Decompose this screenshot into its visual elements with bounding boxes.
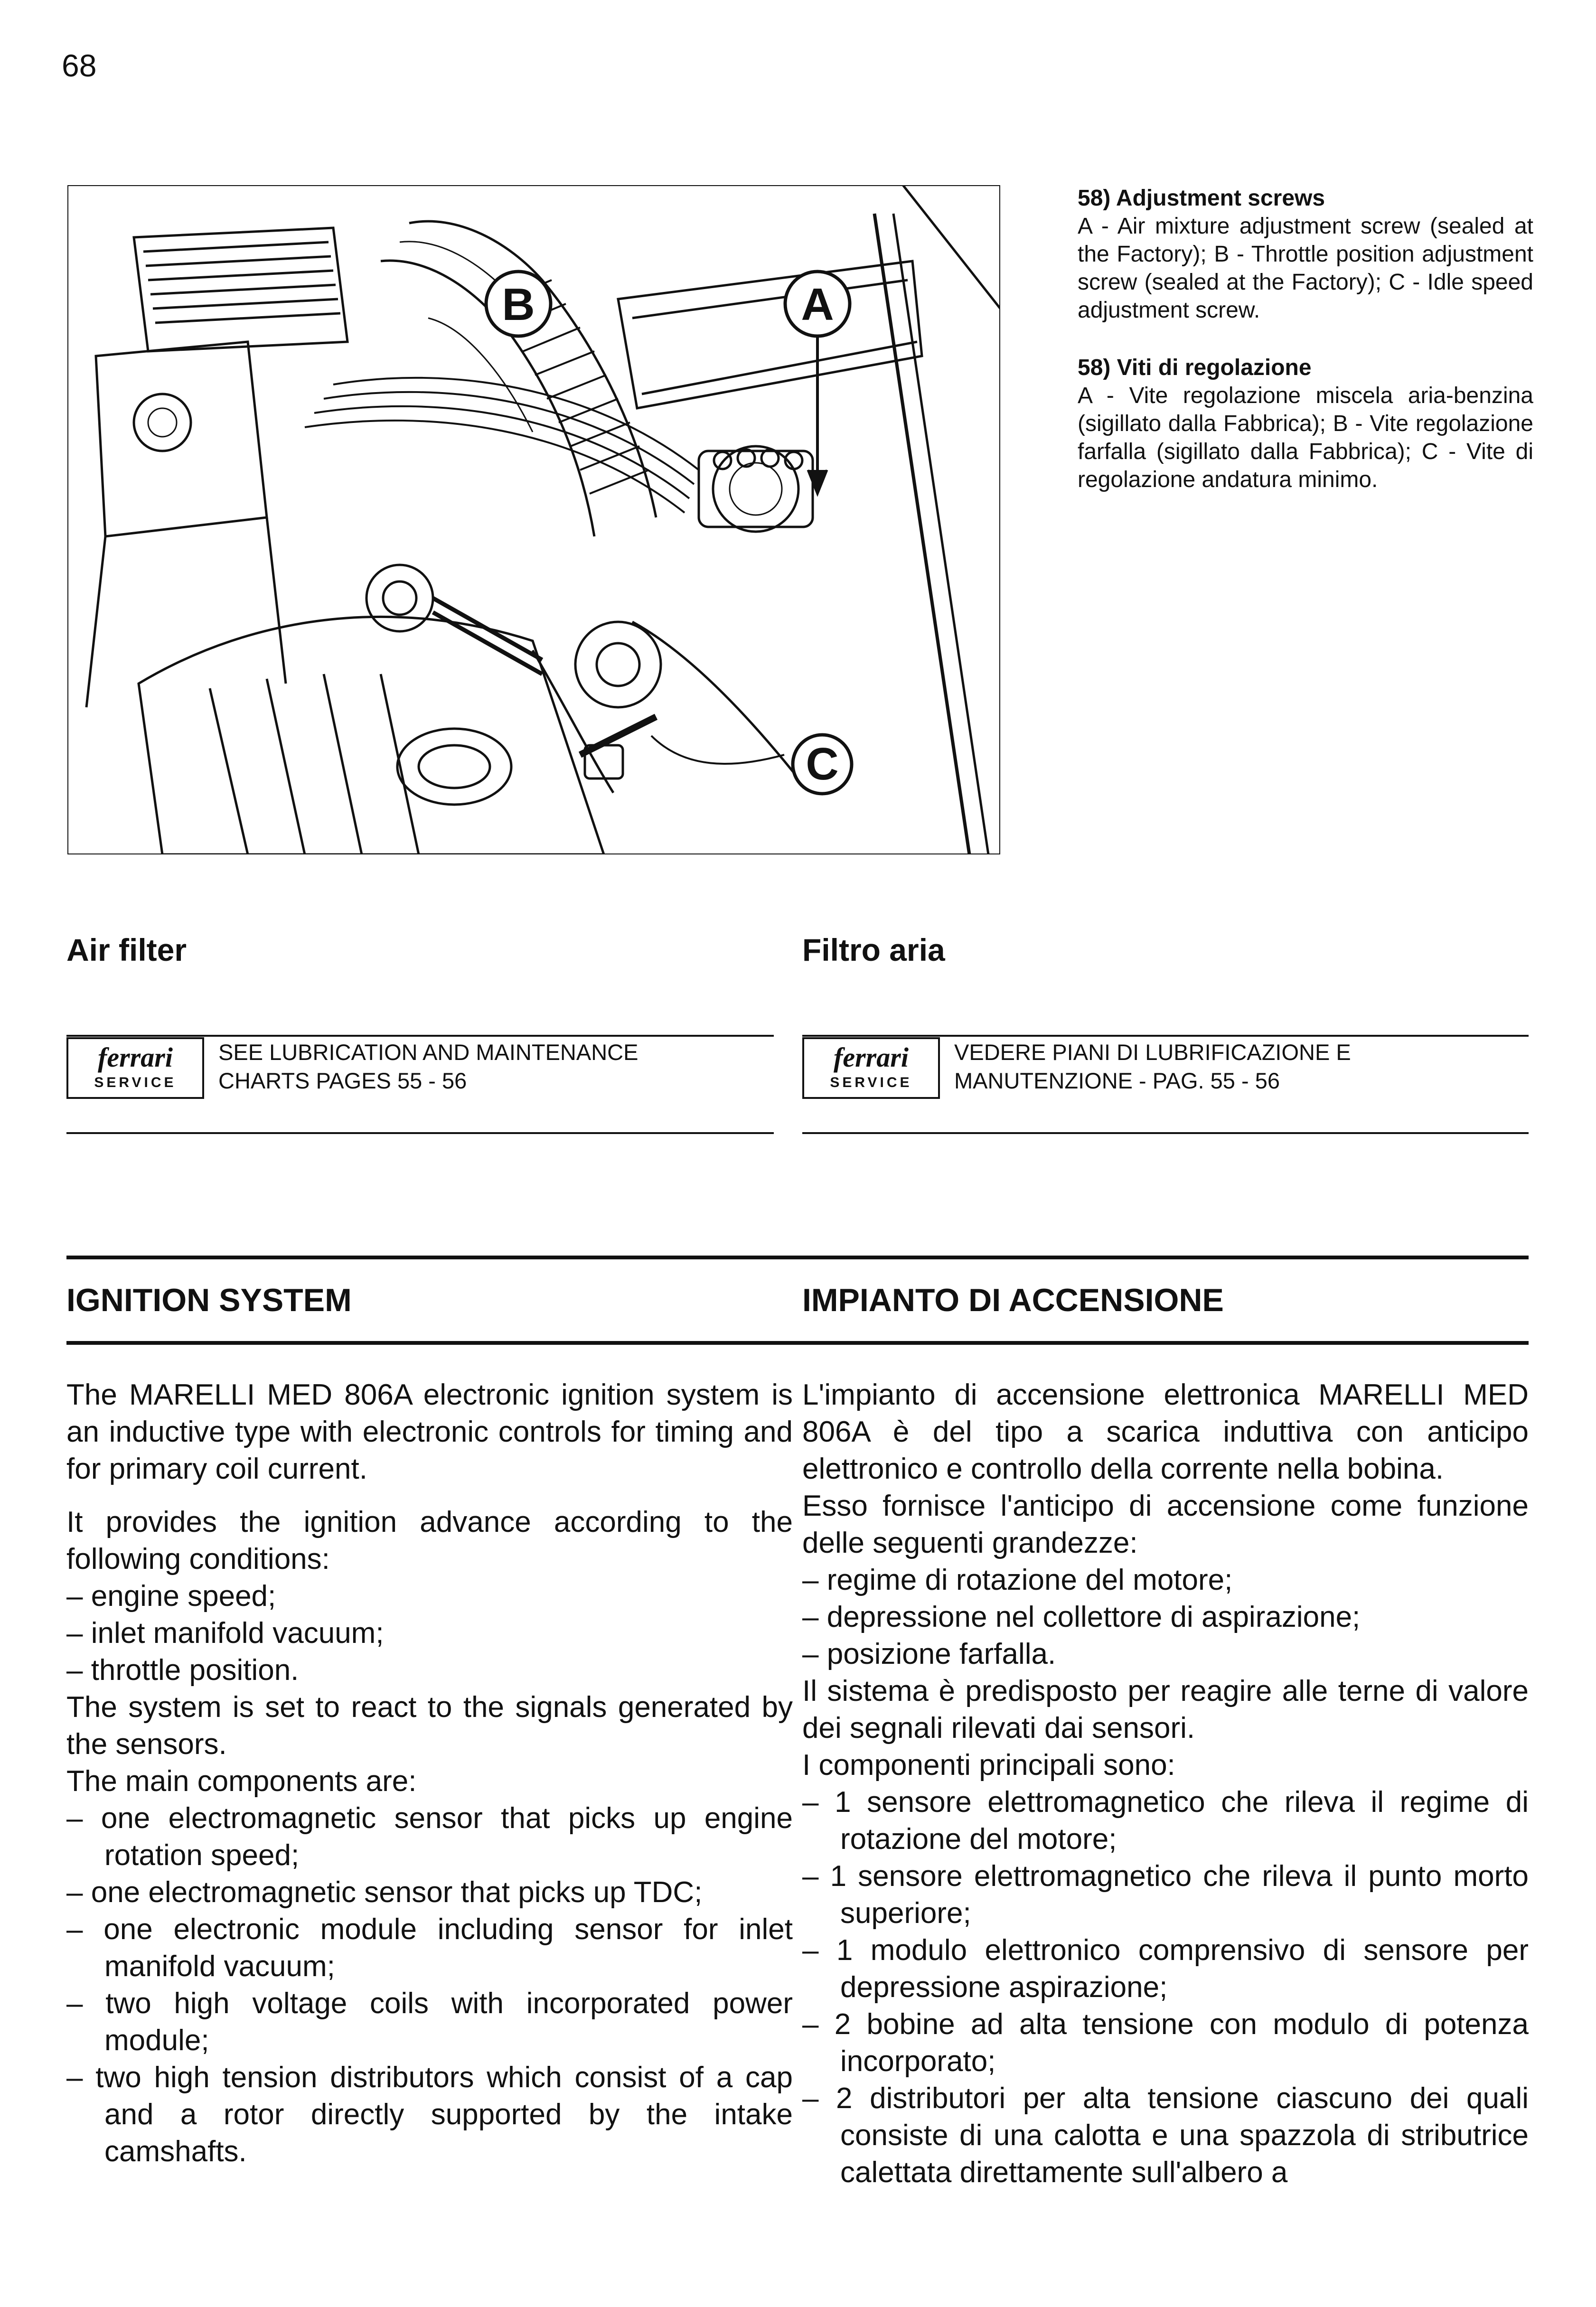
caption-english-title: 58) Adjustment screws: [1078, 186, 1325, 211]
paragraph: It provides the ignition advance according to the following conditions:: [66, 1506, 793, 1576]
list-item: – posizione farfalla.: [802, 1638, 1056, 1670]
list-item: – two high voltage coils with incorporated power module;: [66, 1987, 793, 2057]
divider: [802, 1035, 1529, 1037]
paragraph: The MARELLI MED 806A electronic ignition system is an inductive type with electronic controls for timing and for primary coil current.: [66, 1379, 793, 1485]
logo-service: SERVICE: [94, 1075, 177, 1090]
service-reference-text: [954, 1038, 1351, 1095]
paragraph: Esso fornisce l'anticipo di accensione come funzione delle seguenti grandezze:: [802, 1490, 1529, 1559]
air-filter-heading-en: Air filter: [66, 932, 187, 967]
list-item: – 1 sensore elettromagnetico che rileva il punto morto superiore;: [802, 1860, 1529, 1930]
section-divider-bottom: [66, 1341, 1529, 1345]
list-item: – engine speed;: [66, 1580, 276, 1613]
callout-label-b: B: [502, 279, 535, 330]
list-item: – two high tension distributors which consist of a cap and a rotor directly supported by the intake camshafts.: [66, 2061, 793, 2168]
service-reference-text: [218, 1038, 638, 1095]
air-filter-heading-it: Filtro aria: [802, 932, 945, 967]
section-divider-top: [66, 1256, 1529, 1259]
list-item: – 1 modulo elettronico comprensivo di sensore per depressione aspirazione;: [802, 1934, 1529, 2004]
callout-label-c: C: [806, 739, 839, 789]
page-number: 68: [62, 48, 97, 83]
ignition-heading-it: IMPIANTO DI ACCENSIONE: [802, 1282, 1224, 1318]
caption-italian-title: 58) Viti di regolazione: [1078, 355, 1312, 380]
service-reference-line: MANUTENZIONE - PAG. 55 - 56: [954, 1068, 1280, 1093]
list-item: – 1 sensore elettromagnetico che rileva il regime di rotazione del motore;: [802, 1786, 1529, 1856]
divider: [802, 1132, 1529, 1134]
logo-service: SERVICE: [830, 1075, 912, 1090]
caption-english-body: A - Air mixture adjustment screw (sealed at the Factory); B - Throttle position adjustment screw (sealed at the Factory); C - Idle speed adjustment screw.: [1078, 214, 1533, 323]
ignition-heading-en: IGNITION SYSTEM: [66, 1282, 352, 1318]
paragraph: The system is set to react to the signals generated by the sensors.: [66, 1691, 793, 1761]
caption-italian: [1078, 354, 1533, 494]
ignition-text-it: [802, 1377, 1529, 2191]
service-reference-line: CHARTS PAGES 55 - 56: [218, 1068, 467, 1093]
divider: [66, 1035, 774, 1037]
paragraph: I componenti principali sono:: [802, 1749, 1175, 1782]
service-reference-line: SEE LUBRICATION AND MAINTENANCE: [218, 1040, 638, 1065]
list-item: – depressione nel collettore di aspirazione;: [802, 1601, 1361, 1633]
paragraph: The main components are:: [66, 1765, 417, 1798]
engine-bay-illustration: [67, 185, 1000, 854]
list-item: – 2 distributori per alta tensione ciascuno dei quali consiste di una calotta e una spazzola di stributrice calettata direttamente sull'albero a: [802, 2082, 1529, 2189]
logo-brand: ferrari: [834, 1042, 909, 1073]
caption-english: [1078, 184, 1533, 324]
list-item: – one electronic module including sensor for inlet manifold vacuum;: [66, 1913, 793, 1983]
callout-label-a: A: [801, 279, 834, 330]
list-item: – one electromagnetic sensor that picks up engine rotation speed;: [66, 1802, 793, 1872]
logo-brand: ferrari: [98, 1042, 173, 1073]
list-item: – inlet manifold vacuum;: [66, 1617, 384, 1650]
ferrari-service-logo: [802, 1037, 940, 1099]
service-reference-line: VEDERE PIANI DI LUBRIFICAZIONE E: [954, 1040, 1351, 1065]
paragraph: Il sistema è predisposto per reagire alle terne di valore dei segnali rilevati dai sensori.: [802, 1675, 1529, 1744]
divider: [66, 1132, 774, 1134]
service-reference-it: [802, 1037, 1529, 1101]
paragraph: L'impianto di accensione elettronica MARELLI MED 806A è del tipo a scarica induttiva con anticipo elettronico e controllo della corrente nella bobina.: [802, 1379, 1529, 1485]
list-item: – one electromagnetic sensor that picks up TDC;: [66, 1876, 703, 1909]
list-item: – regime di rotazione del motore;: [802, 1564, 1233, 1596]
service-reference-en: [66, 1037, 774, 1101]
caption-italian-body: A - Vite regolazione miscela aria-benzina (sigillato dalla Fabbrica); B - Vite regolazione farfalla (sigillato dalla Fabbrica); C - Vite di regolazione andatura minimo.: [1078, 383, 1533, 492]
ignition-text-en: [66, 1377, 793, 2170]
list-item: – throttle position.: [66, 1654, 299, 1687]
ferrari-service-logo: [66, 1037, 204, 1099]
list-item: – 2 bobine ad alta tensione con modulo di potenza incorporato;: [802, 2008, 1529, 2078]
